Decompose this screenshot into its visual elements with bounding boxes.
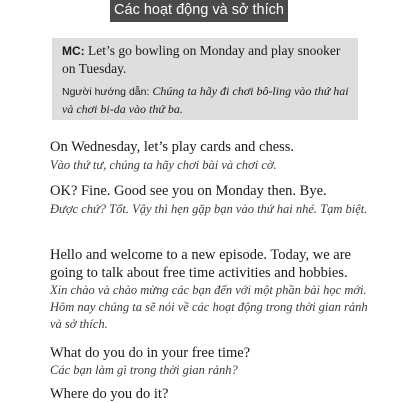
vietnamese-line-2: Được chứ? Tốt. Vậy thì hẹn gặp bạn vào thứ hai nhé. Tạm biệt.	[50, 202, 368, 216]
vietnamese-line-4: Các bạn làm gì trong thời gian rảnh?	[50, 363, 238, 377]
mc-label: MC:	[62, 44, 85, 58]
english-line-2: OK? Fine. Good see you on Monday then. Bye.	[50, 183, 327, 199]
english-line-5: Where do you do it?	[50, 386, 169, 402]
english-line-1: On Wednesday, let’s play cards and chess.	[50, 139, 295, 155]
vietnamese-line-3: Xin chào và chào mừng các bạn đến với một phần bài học mới. Hôm nay chúng ta sẽ nói về các hoạt động trong thời gian rảnh và sở thích.	[50, 283, 368, 331]
section-title: Các hoạt động và sở thích	[114, 2, 284, 18]
guide-text: Chúng ta hãy đi chơi bô-ling vào thứ hai và chơi bi-da vào thứ ba.	[62, 84, 349, 116]
guide-line	[62, 83, 354, 118]
mc-note-box	[52, 38, 358, 120]
guide-label: Người hướng dẫn:	[62, 86, 150, 98]
vietnamese-line-1: Vào thứ tư, chúng ta hãy chơi bài và chơi cờ.	[50, 158, 277, 172]
section-title-band	[110, 0, 288, 22]
mc-line	[62, 42, 352, 77]
english-line-4: What do you do in your free time?	[50, 345, 251, 361]
english-line-3: Hello and welcome to a new episode. Today, we are going to talk about free time activities and hobbies.	[50, 247, 351, 281]
mc-text: Let’s go bowling on Monday and play snooker on Tuesday.	[62, 43, 341, 76]
